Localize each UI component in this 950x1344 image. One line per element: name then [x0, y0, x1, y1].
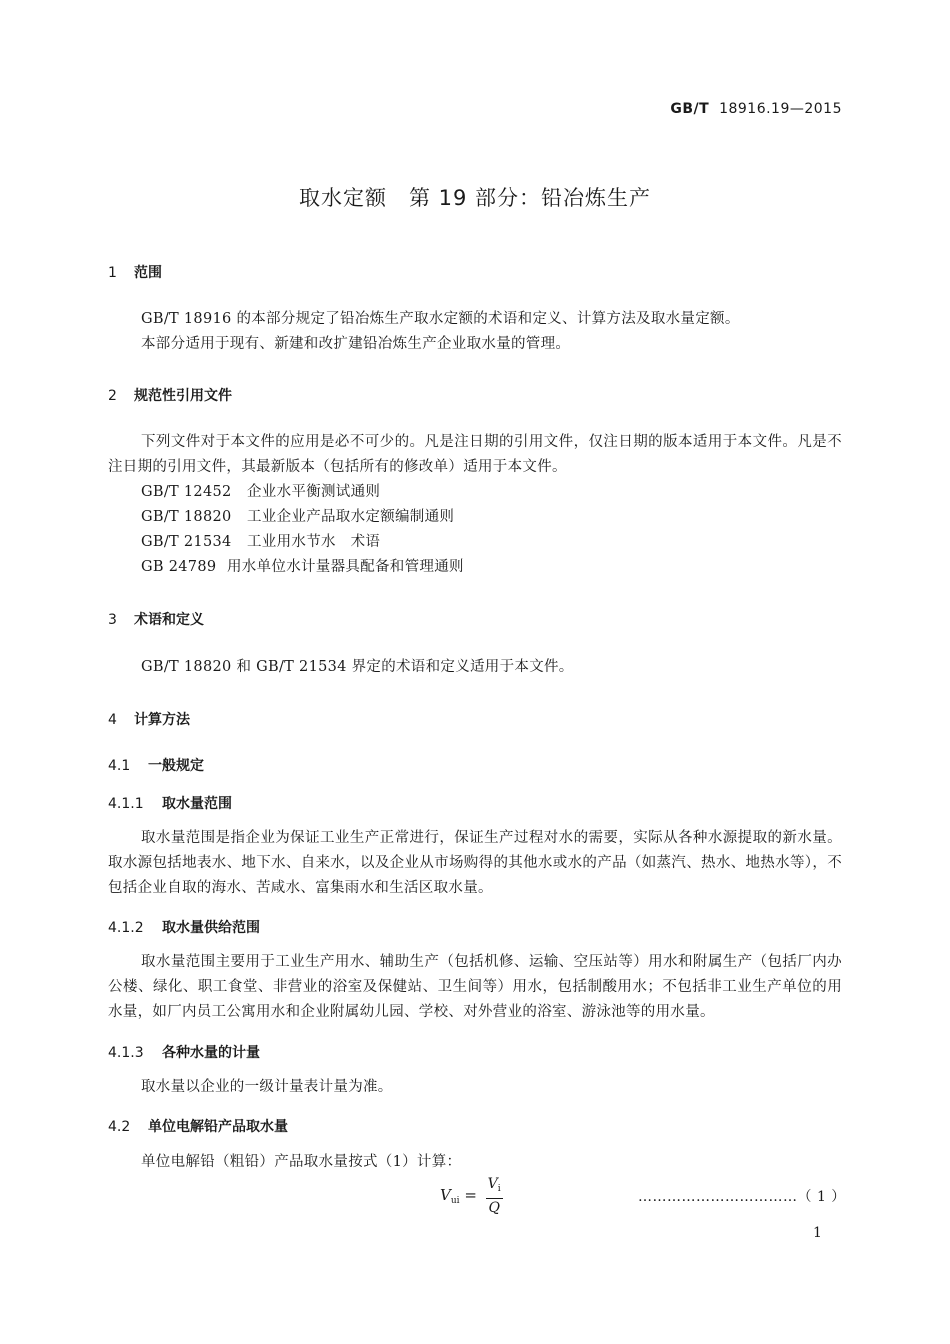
- section-title: 各种水量的计量: [162, 1045, 260, 1061]
- standard-code: 18916.19—2015: [719, 101, 842, 117]
- formula-1: [440, 1175, 503, 1217]
- fraction-numerator: [486, 1175, 503, 1199]
- formula-lhs: V: [440, 1186, 451, 1204]
- section-3-paragraph-1: GB/T 18820 和 GB/T 21534 界定的术语和定义适用于本文件。: [141, 659, 574, 675]
- section-title: 一般规定: [148, 758, 204, 774]
- section-number: 4.1.3: [108, 1045, 144, 1061]
- section-4-1-1-paragraph: 取水量范围是指企业为保证工业生产正常进行，保证生产过程对水的需要，实际从各种水源提取的新水量。取水源包括地表水、地下水、自来水，以及企业从市场购得的其他水或水的产品（如蒸汽、热水、地热水等），不包括企业自取的海水、苦咸水、富集雨水和生活区取水量。: [108, 830, 842, 896]
- section-2-paragraph-1: 下列文件对于本文件的应用是必不可少的。凡是注日期的引用文件，仅注日期的版本适用于本文件。凡是不注日期的引用文件，其最新版本（包括所有的修改单）适用于本文件。: [108, 434, 842, 475]
- section-4-1-3-heading: [108, 1042, 260, 1062]
- section-4-1-1-heading: [108, 793, 232, 813]
- section-3-heading: [108, 609, 204, 629]
- section-title: 规范性引用文件: [134, 388, 232, 404]
- reference-title: 工业用水节水 术语: [247, 534, 381, 550]
- fraction-denominator: Q: [488, 1200, 500, 1216]
- section-4-2-heading: [108, 1116, 288, 1136]
- reference-item: [141, 555, 464, 576]
- reference-item: [141, 505, 454, 526]
- reference-title: 企业水平衡测试通则: [247, 484, 381, 500]
- section-number: 4: [108, 712, 117, 728]
- reference-item: [141, 530, 380, 551]
- formula-lhs-subscript: ui: [450, 1196, 460, 1206]
- reference-code: GB/T 12452: [141, 484, 232, 500]
- page-number: 1: [813, 1225, 822, 1241]
- section-title: 取水量供给范围: [162, 920, 260, 936]
- reference-code: GB 24789: [141, 559, 217, 575]
- section-title: 范围: [134, 265, 162, 281]
- section-number: 4.1.1: [108, 796, 144, 812]
- section-4-1-heading: [108, 755, 204, 775]
- section-title: 单位电解铅产品取水量: [148, 1119, 288, 1135]
- section-2-heading: [108, 385, 232, 405]
- section-number: 4.1.2: [108, 920, 144, 936]
- standard-number: [670, 101, 842, 117]
- section-number: 4.1: [108, 758, 131, 774]
- section-4-2-paragraph: 单位电解铅（粗铅）产品取水量按式（1）计算：: [141, 1154, 462, 1170]
- section-number: 4.2: [108, 1119, 131, 1135]
- numerator-symbol: V: [487, 1176, 498, 1192]
- section-4-heading: [108, 709, 190, 729]
- numerator-subscript: i: [497, 1184, 501, 1194]
- equals-sign: =: [464, 1186, 477, 1204]
- reference-code: GB/T 21534: [141, 534, 232, 550]
- section-4-1-2-heading: [108, 917, 260, 937]
- section-title: 术语和定义: [134, 612, 204, 628]
- equation-number: ……………………………（ 1 ）: [638, 1189, 846, 1205]
- fraction: [486, 1175, 503, 1217]
- section-number: 3: [108, 612, 117, 628]
- section-1-heading: [108, 262, 162, 282]
- section-number: 2: [108, 388, 117, 404]
- section-4-1-2-paragraph: 取水量范围主要用于工业生产用水、辅助生产（包括机修、运输、空压站等）用水和附属生产（包括厂内办公楼、绿化、职工食堂、非营业的浴室及保健站、卫生间等）用水，包括制酸用水；不包括非工业生产单位的用水量，如厂内员工公寓用水和企业附属幼儿园、学校、对外营业的浴室、游泳池等的用水量。: [108, 954, 842, 1020]
- section-number: 1: [108, 265, 117, 281]
- reference-title: 用水单位水计量器具配备和管理通则: [227, 559, 464, 575]
- reference-item: [141, 480, 380, 501]
- section-title: 计算方法: [134, 712, 190, 728]
- section-1-paragraph-1: GB/T 18916 的本部分规定了铅冶炼生产取水定额的术语和定义、计算方法及取水量定额。: [141, 311, 740, 327]
- reference-code: GB/T 18820: [141, 509, 232, 525]
- page-title: 取水定额 第 19 部分：铅冶炼生产: [298, 186, 652, 210]
- section-title: 取水量范围: [162, 796, 232, 812]
- standard-prefix: GB/T: [670, 101, 710, 117]
- section-4-1-3-paragraph: 取水量以企业的一级计量表计量为准。: [141, 1079, 393, 1095]
- reference-title: 工业企业产品取水定额编制通则: [247, 509, 455, 525]
- section-1-paragraph-2: 本部分适用于现有、新建和改扩建铅冶炼生产企业取水量的管理。: [141, 336, 571, 352]
